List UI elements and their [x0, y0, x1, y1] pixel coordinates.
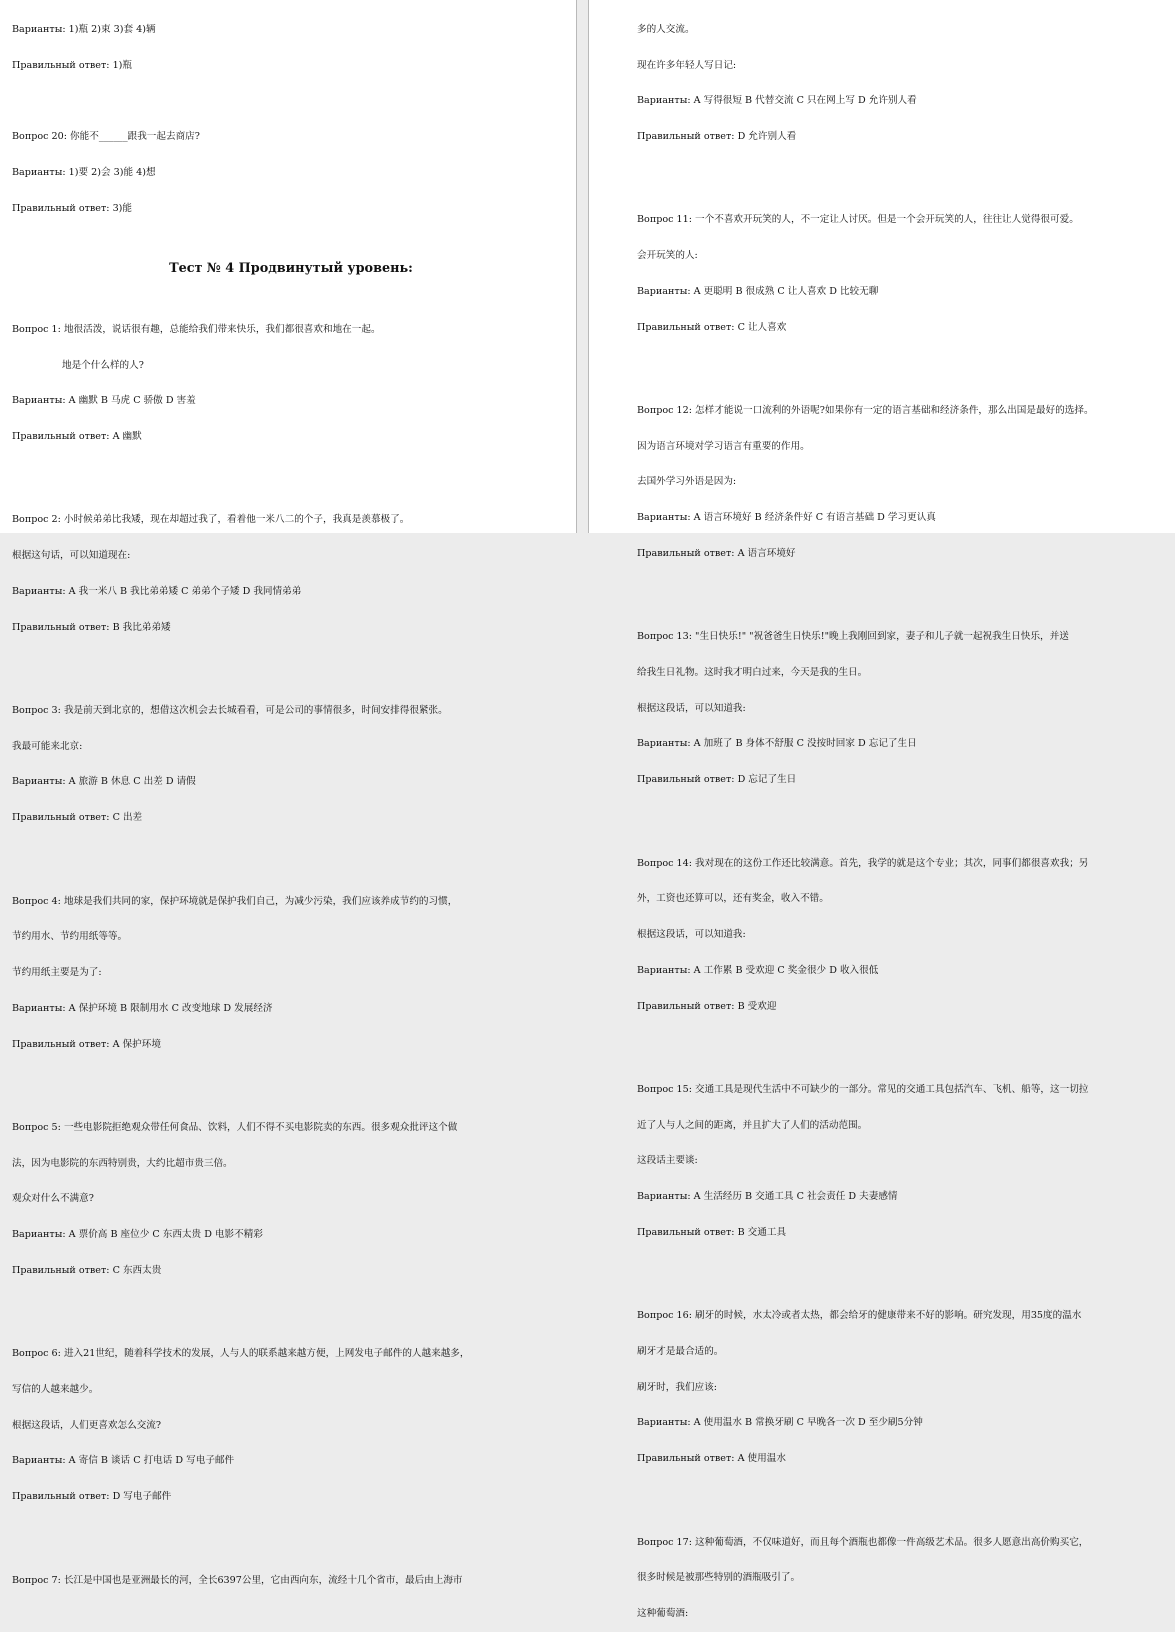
answer-line: Правильный ответ: C 出差	[12, 812, 143, 824]
question-line: Вопрос 6: 进入21世纪，随着科学技术的发展，人与人的联系越来越方便，上网发电子邮件的人越来越多，	[12, 1348, 470, 1360]
question-line: Вопрос 15: 交通工具是现代生活中不可缺少的一部分。常见的交通工具包括汽车、飞机、船等，这一切拉	[637, 1083, 1089, 1095]
question-line: Вопрос 7: 长江是中国也是亚洲最长的河，全长6397公里，它由西向东，流经十几个省市，最后由上海市	[12, 1574, 463, 1586]
question-line: 去国外学习外语是因为:	[637, 476, 737, 488]
answer-line: Правильный ответ: D 允许别人看	[637, 130, 797, 142]
answer-line: Правильный ответ: B 受欢迎	[637, 1000, 777, 1012]
question-line: 很多时候是被那些特别的酒瓶吸引了。	[637, 1572, 801, 1584]
answer-line: Правильный ответ: A 语言环境好	[637, 547, 796, 559]
question-line: 节约用纸主要是为了:	[12, 967, 102, 979]
document-page-left	[0, 0, 577, 1586]
answer-line: Правильный ответ: B 交通工具	[637, 1226, 787, 1238]
answer-line: Правильный ответ: A 使用温水	[637, 1453, 786, 1465]
question-line: 会开玩笑的人:	[637, 250, 698, 262]
answer-line: Правильный ответ: A 保护环境	[12, 1038, 161, 1050]
answer-line: Правильный ответ: A 幽默	[12, 431, 142, 442]
answer-line: Правильный ответ: 3)能	[12, 202, 133, 214]
question-line: 法，因为电影院的东西特别贵，大约比超市贵三倍。	[12, 1157, 233, 1169]
text-line: 现在许多年轻人写日记:	[637, 59, 737, 71]
question-line: 我最可能来北京:	[12, 740, 83, 752]
answer-line: Правильный ответ: B 我比弟弟矮	[12, 621, 171, 633]
question-line: 刷牙才是最合适的。	[637, 1345, 724, 1357]
question-line: 地是个什么样的人?	[62, 359, 144, 371]
question-line: 节约用水、节约用纸等等。	[12, 931, 128, 943]
options-line: Варианты: A 使用温水 B 常换牙刷 C 早晚各一次 D 至少刷5分钟	[637, 1417, 923, 1429]
question-line: Вопрос 3: 我是前天到北京的，想借这次机会去长城看看，可是公司的事情很多，时间安排得很紧张。	[12, 705, 448, 717]
document-page-right	[588, 0, 1175, 1619]
answer-line: Правильный ответ: C 让人喜欢	[637, 321, 787, 333]
text-line: Правильный ответ: 1)瓶	[12, 59, 133, 71]
question-line: Вопрос 2: 小时候弟弟比我矮，现在却超过我了，看着他一米八二的个子，我真是羡慕极了。	[12, 514, 410, 526]
question-line: 刷牙时，我们应该:	[637, 1381, 717, 1393]
options-line: Варианты: 1)要 2)会 3)能 4)想	[12, 166, 156, 178]
options-line: Варианты: A 我一米八 B 我比弟弟矮 C 弟弟个子矮 D 我同情弟弟	[12, 585, 302, 597]
options-line: Варианты: A 保护环境 B 限制用水 C 改变地球 D 发展经济	[12, 1002, 273, 1014]
options-line: Варианты: A 幽默 B 马虎 C 骄傲 D 害羞	[12, 395, 196, 407]
text-line: 多的人交流。	[637, 23, 695, 35]
question-line: 给我生日礼物。这时我才明白过来，今天是我的生日。	[637, 667, 868, 679]
options-line: Варианты: A 旅游 B 休息 C 出差 D 请假	[12, 776, 196, 788]
question-line: Вопрос 20: 你能不______跟我一起去商店?	[12, 131, 200, 143]
question-line: Вопрос 12: 怎样才能说一口流利的外语呢?如果你有一定的语言基础和经济条件，那么出国是最好的选择。	[637, 405, 1094, 416]
question-line: 外，工资也还算可以，还有奖金，收入不错。	[637, 893, 829, 905]
question-line: Вопрос 11: 一个不喜欢开玩笑的人，不一定让人讨厌。但是一个会开玩笑的人，往往让人觉得很可爱。	[637, 214, 1079, 226]
answer-line: Правильный ответ: D 忘记了生日	[637, 774, 797, 786]
answer-line: Правильный ответ: C 东西太贵	[12, 1264, 162, 1276]
question-line: 根据这段话，可以知道我:	[637, 929, 746, 941]
question-line: 近了人与人之间的距离，并且扩大了人们的活动范围。	[637, 1119, 868, 1131]
question-line: Вопрос 16: 刷牙的时候，水太冷或者太热，都会给牙的健康带来不好的影响。研究发现，用35度的温水	[637, 1310, 1082, 1322]
options-line: Варианты: A 写得很短 B 代替交流 C 只在网上写 D 允许别人看	[637, 95, 917, 107]
text-line: Варианты: 1)瓶 2)束 3)套 4)辆	[12, 23, 156, 35]
question-line: 根据这段话，人们更喜欢怎么交流?	[12, 1419, 162, 1431]
question-line: Вопрос 4: 地球是我们共同的家，保护环境就是保护我们自己，为减少污染，我们应该养成节约的习惯，	[12, 895, 458, 907]
answer-line: Правильный ответ: D 写电子邮件	[12, 1491, 172, 1503]
options-line: Варианты: A 寄信 B 谈话 C 打电话 D 写电子邮件	[12, 1455, 235, 1467]
options-line: Варианты: A 语言环境好 B 经济条件好 C 有语言基础 D 学习更认真	[637, 512, 936, 524]
question-line: Вопрос 17: 这种葡萄酒，不仅味道好，而且每个酒瓶也都像一件高级艺术品。很多人愿意出高价购买它，	[637, 1536, 1089, 1548]
options-line: Варианты: A 更聪明 B 很成熟 C 让人喜欢 D 比较无聊	[637, 285, 879, 297]
options-line: Варианты: A 加班了 B 身体不舒服 C 没按时回家 D 忘记了生日	[637, 738, 917, 750]
question-line: 这段话主要谈:	[637, 1155, 698, 1167]
question-line: Вопрос 1: 地很活泼，说话很有趣，总能给我们带来快乐，我们都很喜欢和地在一起。	[12, 323, 381, 335]
question-line: 写信的人越来越少。	[12, 1383, 99, 1395]
question-line: 这种葡萄酒:	[637, 1608, 689, 1619]
question-line: 根据这句话，可以知道现在:	[12, 550, 131, 562]
options-line: Варианты: A 生活经历 B 交通工具 C 社会责任 D 夫妻感情	[637, 1191, 898, 1203]
question-line: Вопрос 14: 我对现在的这份工作还比较满意。首先，我学的就是这个专业；其次，同事们都很喜欢我；另	[637, 857, 1089, 869]
question-line: Вопрос 5: 一些电影院拒绝观众带任何食品、饮料，人们不得不买电影院卖的东西。很多观众批评这个做	[12, 1121, 458, 1133]
options-line: Варианты: A 票价高 B 座位少 C 东西太贵 D 电影不精彩	[12, 1229, 263, 1241]
options-line: Варианты: A 工作累 B 受欢迎 C 奖金很少 D 收入很低	[637, 964, 879, 976]
question-line: 观众对什么不满意?	[12, 1193, 94, 1205]
section-title: Тест № 4 Продвинутый уровень:	[169, 261, 413, 277]
question-line: 因为语言环境对学习语言有重要的作用。	[637, 440, 810, 452]
question-line: Вопрос 13: "生日快乐!" "祝爸爸生日快乐!"晚上我刚回到家，妻子和儿子就一起祝我生日快乐，并送	[637, 631, 1069, 643]
question-line: 根据这段话，可以知道我:	[637, 702, 746, 714]
